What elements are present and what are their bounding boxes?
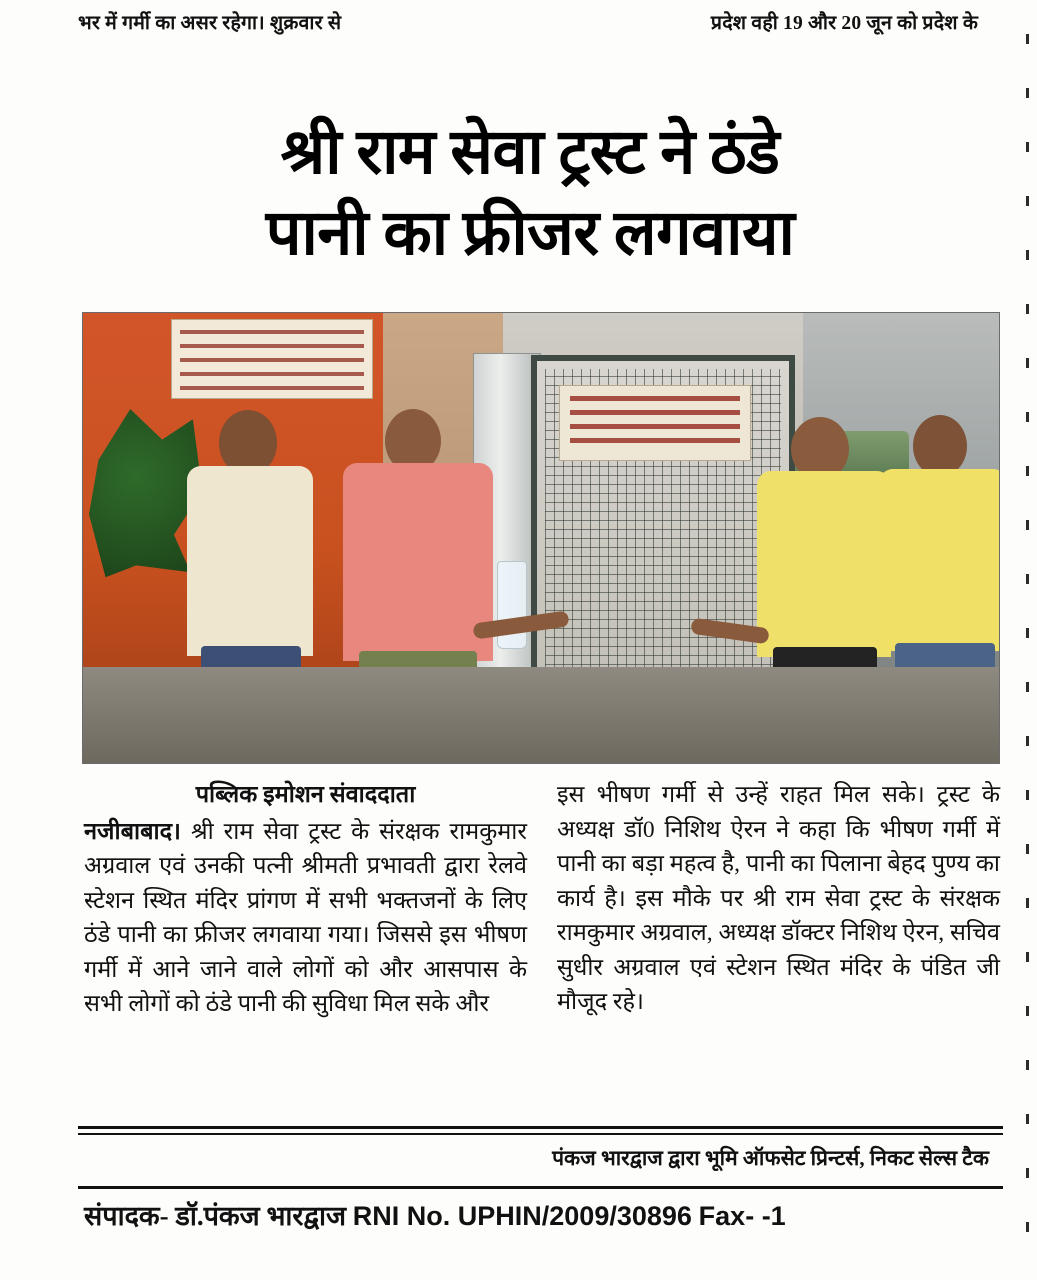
person-torso <box>187 466 313 656</box>
printer-imprint: पंकज भारद्वाज द्वारा भूमि ऑफसेट प्रिन्टर्स, निकट सेल्स टैक <box>552 1146 989 1170</box>
divider-rule-bottom <box>78 1186 1003 1189</box>
article-column-2-text: इस भीषण गर्मी से उन्हें राहत मिल सके। ट्रस्ट के अध्यक्ष डॉ0 निशिथ ऐरन ने कहा कि भीषण गर्मी में पानी का बड़ा महत्व है, पानी का पिलाना बेहद पुण्य का कार्य है। इस मौके पर श्री राम सेवा ट्रस्ट के संरक्षक रामकुमार अग्रवाल, अध्यक्ष डॉक्टर निशिथ ऐरन, सचिव सुधीर अग्रवाल एवं स्टेशन स्थित मंदिर के पंडित जी मौजूद रहे। <box>557 782 1000 1016</box>
divider-rule-top-thin <box>78 1133 1003 1135</box>
person-torso <box>343 463 493 661</box>
article-photo <box>82 312 1000 764</box>
top-strip <box>78 8 978 35</box>
headline-line-2: पानी का फ्रीजर लगवाया <box>265 197 795 268</box>
headline-line-1: श्री राम सेवा ट्रस्ट ने ठंडे <box>280 117 780 188</box>
article-column-2 <box>557 778 1000 1022</box>
person-head <box>913 415 967 477</box>
article-dateline: नजीबाबाद। <box>84 818 181 845</box>
wall-poster <box>171 319 373 399</box>
article-column-1 <box>84 778 527 1022</box>
fax-number: Fax- -1 <box>698 1201 786 1231</box>
divider-rule-top <box>78 1126 1003 1129</box>
person-torso <box>879 469 1000 651</box>
article-body <box>84 778 1000 1022</box>
top-strip-left-text: भर में गर्मी का असर रहेगा। शुक्रवार से <box>78 13 342 34</box>
article-column-1-text: श्री राम सेवा ट्रस्ट के संरक्षक रामकुमार अग्रवाल एवं उनकी पत्नी श्रीमती प्रभावती द्वारा रेलवे स्टेशन स्थित मंदिर प्रांगण में सभी भक्तजनों के लिए ठंडे पानी का फ्रीजर लगवाया गया। जिससे इस भीषण गर्मी में आने जाने वाले लोगों को और आसपास के सभी लोगों को ठंडे पानी की सुविधा मिल सके और <box>84 818 528 1018</box>
article-byline: पब्लिक इमोशन संवाददाता <box>195 782 416 808</box>
page-footer <box>84 1196 1037 1233</box>
rni-number: RNI No. UPHIN/2009/30896 <box>352 1201 692 1231</box>
photo-ground <box>83 667 999 763</box>
cooler-sign-plate <box>559 385 751 461</box>
top-strip-right-text: प्रदेश वही 19 और 20 जून को प्रदेश के <box>710 13 978 34</box>
margin-perforation <box>1021 0 1031 1280</box>
editor-label: संपादक- डॉ.पंकज भारद्वाज <box>84 1201 347 1231</box>
page-title <box>60 112 1000 273</box>
person-torso <box>757 471 891 657</box>
